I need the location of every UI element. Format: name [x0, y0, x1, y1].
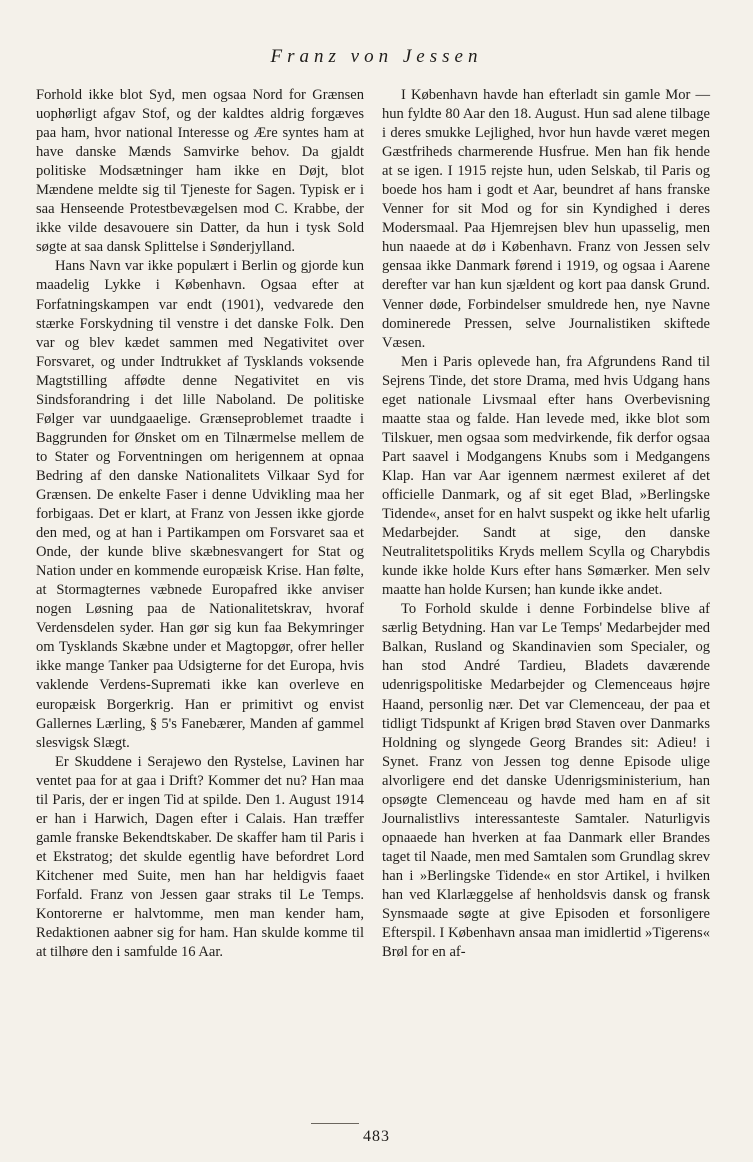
running-head: Franz von Jessen: [270, 46, 483, 67]
paragraph: Hans Navn var ikke populært i Berlin og gjorde kun maadelig Lykke i København. Ogsaa efter at Forfatningskampen var endt (1901), vedvarede den stærke Forskydning til venstre i det danske Folk. Den var og blev kædet sammen med Negativitet over Forsvaret, og under Indtrukket af Tysklands voksende Magtstilling affødte denne Negativitet en vis Sindsforandring i det lille Naboland. De politiske Følger var uundgaaelige. Grænseproblemet traadte i Baggrunden for Ønsket om en Tilnærmelse mellem de to Stater og Forventningen om herigennem at opnaa Bedring af den danske Nationalitets Vilkaar Syd for Grænsen. De enkelte Faser i denne Udvikling maa her forbigaas. Det er klart, at Franz von Jessen ikke gjorde den med, og at han i Partikampen om Forsvaret saa et Onde, der kunde blive skæbnesvangert for Stat og Nation under en kommende europæisk Krise. Han følte, at Stormagternes væbnede Europafred ikke anviser nogen Løsning paa de Nationalitetskrav, hvoraf Verdensdelen syder. Han gør sig kun faa Bekymringer om Tysklands Skæbne under et Magtopgør, ofrer heller ikke mange Tanker paa Udsigterne for det Europa, hvis vaklende Verdens-Supremati ikke kan overleve en europæisk Borgerkrig. Han er primitivt og envist Gallernes Lærling, § 5's Fanebærer, Manden af gammel slesvigsk Slægt.: [36, 258, 364, 751]
left-column: [36, 86, 364, 962]
paragraph: Men i Paris oplevede han, fra Afgrundens Rand til Sejrens Tinde, det store Drama, med hvis Udgang hans eget nationale Livsmaal efter hans Overbevisning maatte staa og falde. Han levede med, ikke blot som Tilskuer, men ogsaa som medvirkende, fik derfor ogsaa Part saavel i Modgangens Knubs som i Medgangens Klap. Han var Aar igennem nærmest exileret af det officielle Danmark, og af sit eget Blad, »Berlingske Tidende«, anset for en halvt suspekt og ikke helt ufarlig Medarbejder. Sandt at sige, den danske Neutralitetspolitiks Kryds mellem Scylla og Charybdis kunde ikke holde Kurs efter hans Sømærker. Men selv maatte han holde Kursen; han kunde ikke andet.: [382, 353, 710, 599]
right-column: [382, 86, 710, 962]
page-number: 483: [363, 1128, 390, 1145]
paragraph: Er Skuddene i Serajewo den Rystelse, Lavinen har ventet paa for at gaa i Drift? Kommer det nu? Han maa til Paris, der er ingen Tid at spilde. Den 1. August 1914 er han i Harwich, Dagen efter i Calais. Han træffer gamle franske Bekendtskaber. De skaffer ham til Paris i et Ekstratog; det skulde egentlig have befordret Lord Kitchener med Suite, men han har heldigvis faaet Forfald. Franz von Jessen gaar straks til Le Temps. Kontorerne er halvtomme, men man kender ham, Redaktionen aabner sig for ham. Han skulde komme til at tilhøre den i samfulde 16 Aar.: [36, 753, 364, 961]
paragraph: I København havde han efterladt sin gamle Mor — hun fyldte 80 Aar den 18. August. Hun sad alene tilbage i deres smukke Lejlighed, hvor hun havde været megen Gæstfriheds charmerende Husfrue. Men han fik hende at se igen. I 1915 rejste hun, uden Selskab, til Paris og boede hos ham i godt et Aar, beundret af hans franske Venner for sit Mod og for sin Kyndighed i deres Modersmaal. Paa Hjemrejsen blev hun upasselig, men hun naaede at dø i København. Franz von Jessen selv gensaa ikke Danmark førend i 1919, og ogsaa i Aarene derefter var han kun sjældent og kort paa dansk Grund. Venner døde, Forbindelser smuldrede hen, nye Navne dominerede Pressen, selve Journalistiken skiftede Væsen.: [382, 87, 710, 351]
paragraph: Forhold ikke blot Syd, men ogsaa Nord for Grænsen uophørligt afgav Stof, og der kaldtes aldrig forgæves paa ham, hvor national Interesse og Ære syntes ham at have danske Mænds Samvirke behov. Da gjaldt politiske Modsætninger ham ikke en Døjt, blot Mændene meldte sig til Tjeneste for Sagen. Typisk er i saa Henseende Protestbevægelsen mod C. Krabbe, der ikke vilde desavouere sin Datter, da hun i tysk Sold søgte at saa dansk Splittelse i Sønderjylland.: [36, 87, 364, 256]
folio-rule: [311, 1123, 359, 1124]
paragraph: To Forhold skulde i denne Forbindelse blive af særlig Betydning. Han var Le Temps' Medarbejder med Balkan, Rusland og Skandinavien som Specialer, og han stod André Tardieu, Bladets daværende udenrigspolitiske Medarbejder og Clemenceaus højre Haand, personlig nær. Det var Clemenceau, der paa et tidligt Tidspunkt af Krigen brød Staven over Danmarks Holdning og slyngede Georg Brandes sit: Adieu! i Synet. Franz von Jessen tog denne Episode ulige alvorligere end det danske Udenrigsministerium, han opsøgte Clemenceau og havde med ham en af sit Journalistlivs interessanteste Samtaler. Naturligvis opnaaede han hverken at faa Danmark eller Brandes taget til Naade, men med Samtalen som Grundlag skrev han i »Berlingske Tidende« en stor Artikel, i hvilken han ved Klarlæggelse af henholdsvis dansk og fransk Synsmaade søgte at give Episoden et forsonligere Efterspil. I København ansaa man imidlertid »Tigerens« Brøl for en af-: [382, 601, 710, 961]
